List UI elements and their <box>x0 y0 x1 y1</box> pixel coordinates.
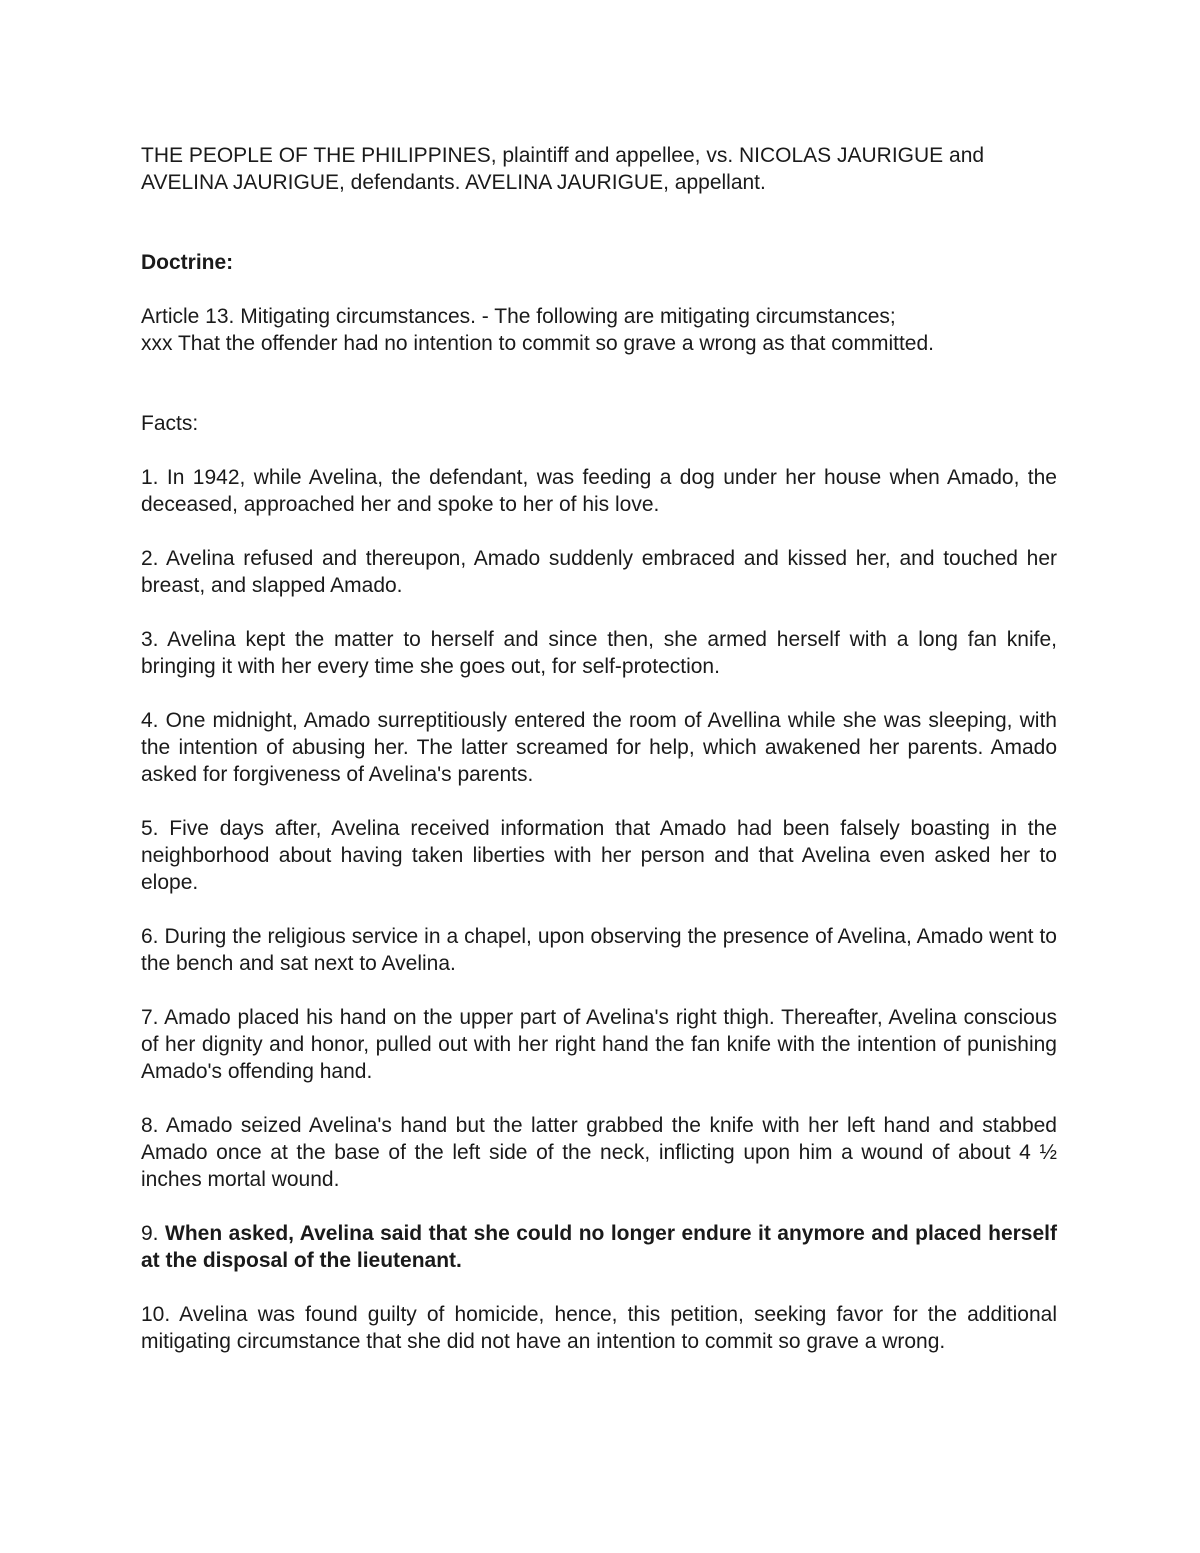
fact-item-9-number: 9. <box>141 1222 165 1245</box>
fact-item-9-text: When asked, Avelina said that she could no longer endure it anymore and placed herself at the disposal of the lieutenant. <box>141 1222 1057 1272</box>
case-caption: THE PEOPLE OF THE PHILIPPINES, plaintiff and appellee, vs. NICOLAS JAURIGUE and AVELINA JAURIGUE, defendants. AVELINA JAURIGUE, appellant. <box>141 144 985 194</box>
doctrine-heading: Doctrine: <box>141 251 234 274</box>
fact-item-4: 4. One midnight, Amado surreptitiously entered the room of Avellina while she was sleeping, with the intention of abusing her. The latter screamed for help, which awakened her parents. Amado asked for forgiveness of Avelina's parents. <box>141 709 1057 786</box>
fact-item-1: 1. In 1942, while Avelina, the defendant, was feeding a dog under her house when Amado, the deceased, approached her and spoke to her of his love. <box>141 466 1057 516</box>
facts-heading: Facts: <box>141 412 199 435</box>
fact-item-5: 5. Five days after, Avelina received information that Amado had been falsely boasting in the neighborhood about having taken liberties with her person and that Avelina even asked her to elope. <box>141 817 1057 894</box>
doctrine-line-2: xxx That the offender had no intention to commit so grave a wrong as that committed. <box>141 332 934 355</box>
fact-item-8: 8. Amado seized Avelina's hand but the latter grabbed the knife with her left hand and stabbed Amado once at the base of the left side of the neck, inflicting upon him a wound of about 4 ½ inches mortal wound. <box>141 1114 1057 1191</box>
document-page <box>141 142 1057 1382</box>
fact-item-6: 6. During the religious service in a chapel, upon observing the presence of Avelina, Amado went to the bench and sat next to Avelina. <box>141 925 1057 975</box>
fact-item-10: 10. Avelina was found guilty of homicide, hence, this petition, seeking favor for the additional mitigating circumstance that she did not have an intention to commit so grave a wrong. <box>141 1303 1057 1353</box>
doctrine-line-1: Article 13. Mitigating circumstances. - The following are mitigating circumstances; <box>141 305 896 328</box>
fact-item-7: 7. Amado placed his hand on the upper part of Avelina's right thigh. Thereafter, Avelina conscious of her dignity and honor, pulled out with her right hand the fan knife with the intention of punishing Amado's offending hand. <box>141 1006 1057 1083</box>
fact-item-3: 3. Avelina kept the matter to herself and since then, she armed herself with a long fan knife, bringing it with her every time she goes out, for self-protection. <box>141 628 1057 678</box>
fact-item-9 <box>141 1220 1057 1274</box>
doctrine-text <box>141 303 1057 357</box>
fact-item-2: 2. Avelina refused and thereupon, Amado suddenly embraced and kissed her, and touched her breast, and slapped Amado. <box>141 547 1057 597</box>
